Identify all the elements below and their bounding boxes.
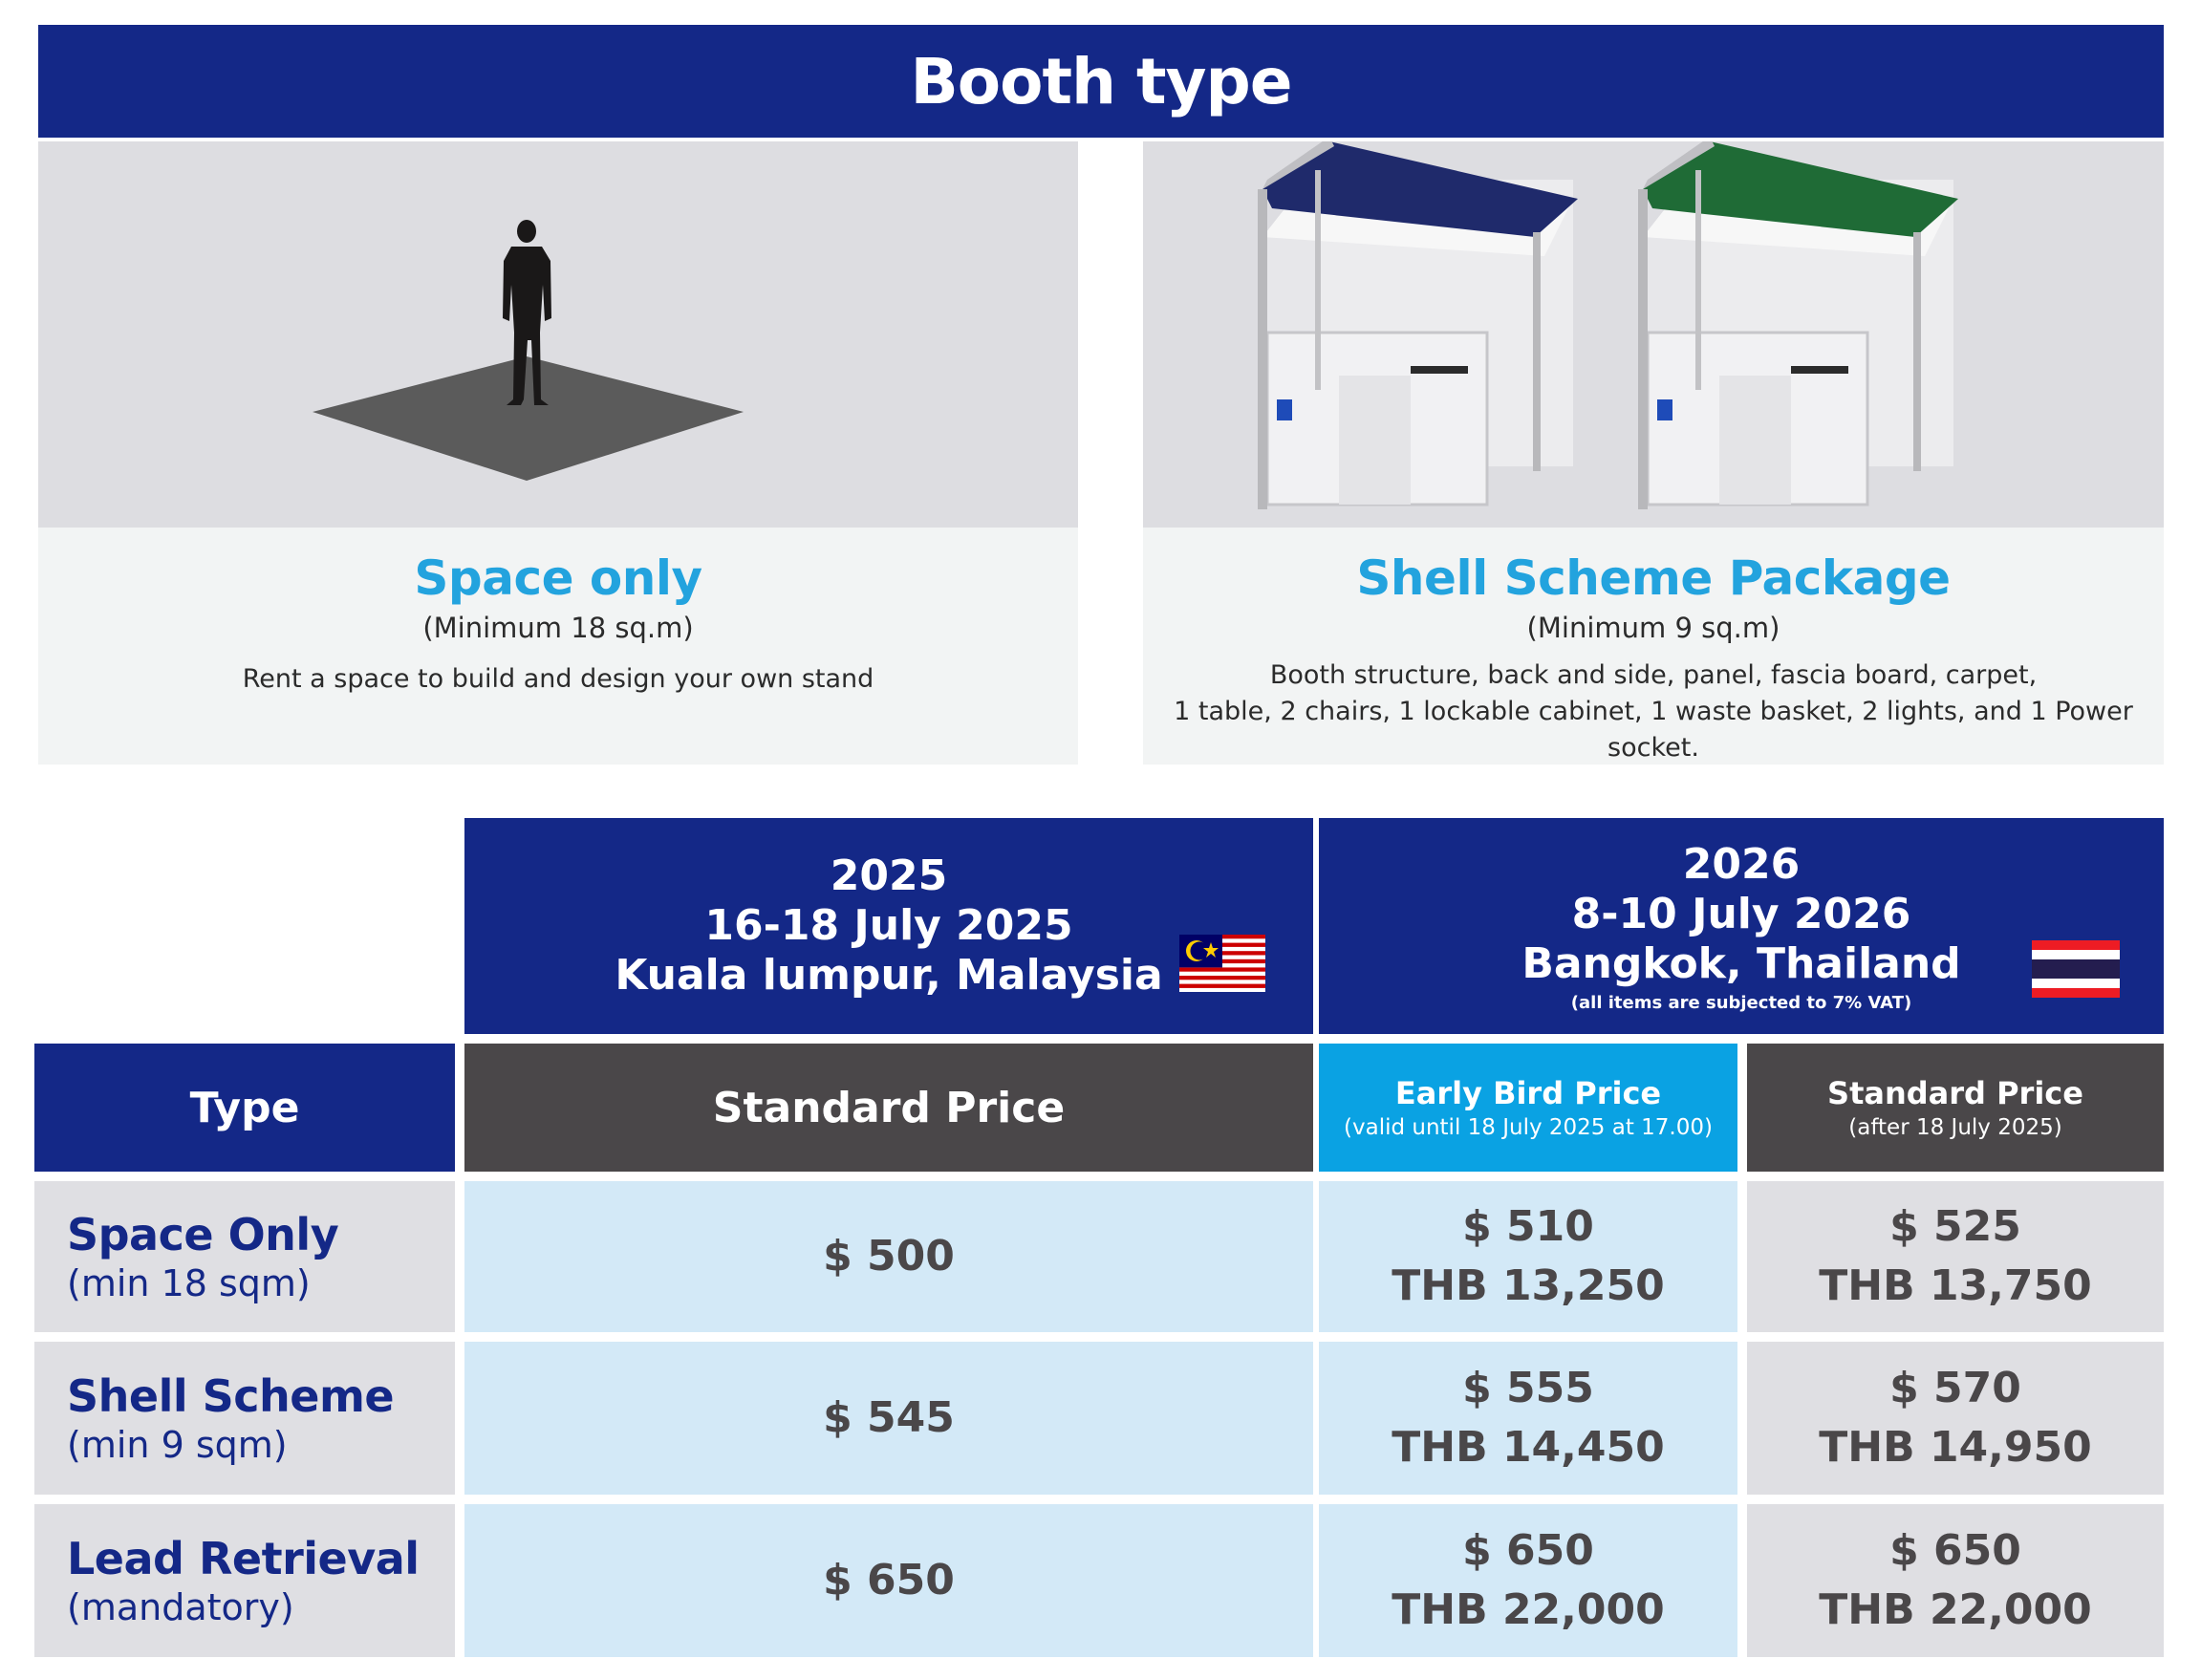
event-2026-location: Bangkok, Thailand — [1521, 938, 1961, 988]
shell-scheme-card — [1143, 528, 2164, 765]
price-2025: $ 650 — [823, 1556, 955, 1605]
page-title-banner — [38, 25, 2164, 138]
table-row-type — [34, 1504, 455, 1657]
row-type-label: Space Only — [67, 1209, 339, 1260]
space-only-heading: Space only — [414, 550, 702, 606]
shell-scheme-heading: Shell Scheme Package — [1356, 550, 1951, 606]
standard-2026-column-header — [1747, 1044, 2164, 1172]
standard-2026-price-cell — [1747, 1181, 2164, 1332]
event-2025-header — [464, 818, 1313, 1034]
standard-2026-validity: (after 18 July 2025) — [1848, 1115, 2062, 1140]
standard-thb: THB 13,750 — [1819, 1261, 2092, 1310]
shell-scheme-illustration — [1143, 141, 2164, 528]
early-bird-usd: $ 510 — [1462, 1202, 1594, 1251]
space-only-minimum: (Minimum 18 sq.m) — [422, 612, 694, 644]
space-only-illustration — [38, 141, 1078, 528]
event-2026-header — [1319, 818, 2164, 1034]
standard-thb: THB 22,000 — [1819, 1585, 2092, 1634]
row-type-sub: (min 18 sqm) — [67, 1262, 311, 1304]
booth-green-fascia — [1638, 141, 1958, 509]
event-2025-year: 2025 — [830, 851, 948, 900]
price-2025-cell — [464, 1181, 1313, 1332]
table-row-type — [34, 1342, 455, 1495]
early-bird-thb: THB 14,450 — [1392, 1423, 1665, 1472]
shell-scheme-description-line: Booth structure, back and side, panel, fascia board, carpet, — [1269, 660, 2038, 690]
price-2025: $ 500 — [823, 1232, 955, 1281]
standard-2026-price-cell — [1747, 1342, 2164, 1495]
early-bird-usd: $ 650 — [1462, 1526, 1594, 1575]
standard-2025-label: Standard Price — [712, 1083, 1066, 1132]
event-2026-year: 2026 — [1682, 839, 1801, 889]
event-2025-location: Kuala lumpur, Malaysia — [615, 951, 1163, 1000]
standard-usd: $ 650 — [1889, 1526, 2021, 1575]
early-bird-label: Early Bird Price — [1394, 1075, 1662, 1111]
standard-2025-column-header — [464, 1044, 1313, 1172]
type-header-label: Type — [189, 1083, 300, 1132]
type-column-header — [34, 1044, 455, 1172]
early-bird-price-cell — [1319, 1181, 1737, 1332]
space-only-floor-icon — [38, 141, 1078, 528]
price-2025: $ 545 — [823, 1393, 955, 1442]
standard-2026-label: Standard Price — [1827, 1075, 2083, 1111]
early-bird-thb: THB 13,250 — [1392, 1261, 1665, 1310]
space-only-description: Rent a space to build and design your own stand — [242, 664, 874, 694]
standard-2026-price-cell — [1747, 1504, 2164, 1657]
vat-note: (all items are subjected to 7% VAT) — [1570, 992, 1912, 1013]
shell-scheme-description-line: 1 table, 2 chairs, 1 lockable cabinet, 1 waste basket, 2 lights, and 1 Power socket. — [1174, 697, 2133, 763]
early-bird-usd: $ 555 — [1462, 1364, 1594, 1412]
shell-scheme-booth-icon — [1143, 141, 2164, 528]
space-only-card — [38, 528, 1078, 765]
row-type-sub: (mandatory) — [67, 1586, 294, 1628]
page-title: Booth type — [910, 44, 1292, 118]
thailand-flag-icon — [2032, 940, 2120, 998]
early-bird-validity: (valid until 18 July 2025 at 17.00) — [1344, 1115, 1713, 1140]
early-bird-price-cell — [1319, 1342, 1737, 1495]
standard-thb: THB 14,950 — [1819, 1423, 2092, 1472]
shell-scheme-description — [1143, 657, 2164, 766]
row-type-label: Lead Retrieval — [67, 1533, 420, 1584]
standard-usd: $ 525 — [1889, 1202, 2021, 1251]
row-type-sub: (min 9 sqm) — [67, 1424, 288, 1466]
price-2025-cell — [464, 1504, 1313, 1657]
early-bird-thb: THB 22,000 — [1392, 1585, 1665, 1634]
row-type-label: Shell Scheme — [67, 1370, 395, 1422]
event-2026-dates: 8-10 July 2026 — [1571, 889, 1911, 938]
early-bird-column-header — [1319, 1044, 1737, 1172]
malaysia-flag-icon — [1179, 935, 1265, 992]
price-2025-cell — [464, 1342, 1313, 1495]
table-row-type — [34, 1181, 455, 1332]
event-2025-dates: 16-18 July 2025 — [704, 901, 1073, 950]
shell-scheme-minimum: (Minimum 9 sq.m) — [1526, 612, 1780, 644]
standard-usd: $ 570 — [1889, 1364, 2021, 1412]
booth-blue-fascia — [1258, 141, 1578, 509]
early-bird-price-cell — [1319, 1504, 1737, 1657]
